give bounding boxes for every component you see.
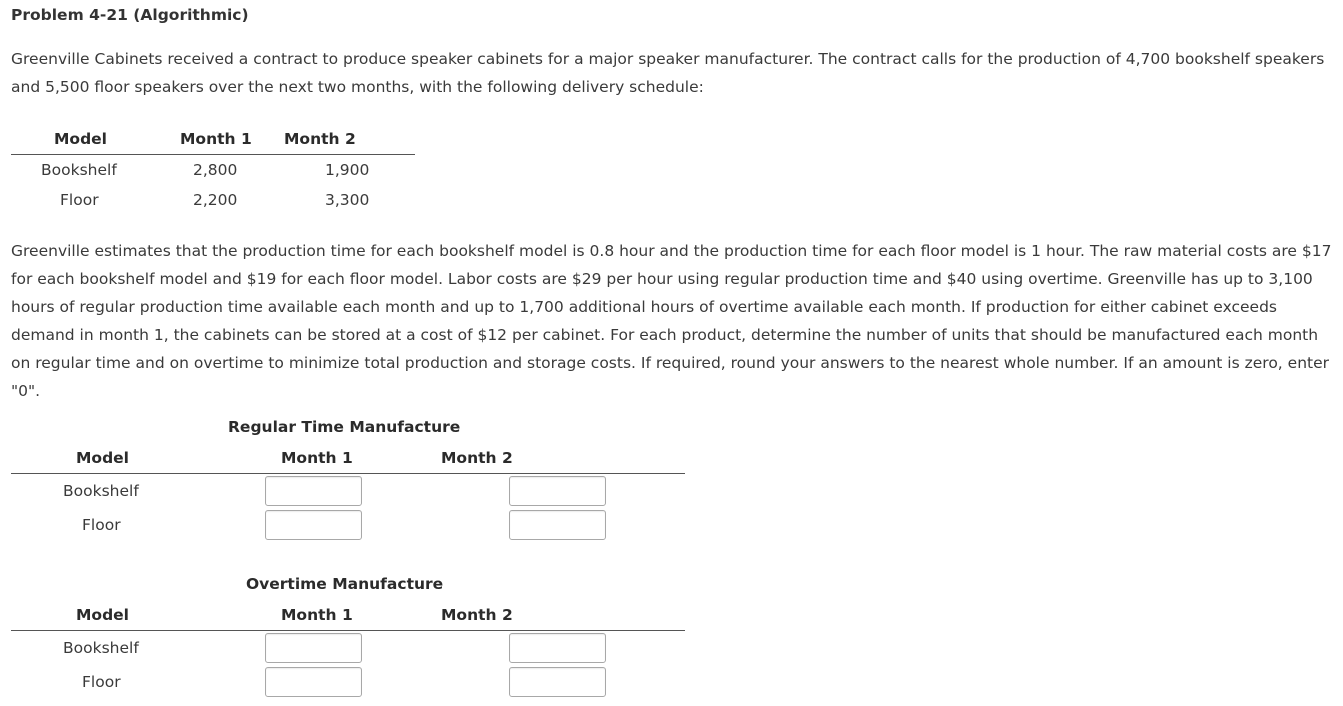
regular-header-model: Model: [76, 449, 129, 467]
schedule-month-1-value: 2,800: [193, 161, 238, 179]
delivery-schedule-table: [11, 126, 415, 215]
problem-intro: Greenville Cabinets received a contract to produce speaker cabinets for a major speaker manufacturer. The contract calls for the production of 4,700 bookshelf speakers and 5,500 floor speakers over the next two months, with the following delivery schedule:: [11, 50, 1325, 96]
schedule-model-label: Bookshelf: [41, 161, 117, 179]
overtime-floor-month-1-input[interactable]: [265, 667, 362, 697]
overtime-model-label: Bookshelf: [63, 639, 139, 657]
problem-details: Greenville estimates that the production time for each bookshelf model is 0.8 hour and the production time for each floor model is 1 hour. The raw material costs are $17 for each bookshelf model and $19 for each floor model. Labor costs are $29 per hour using regular production time and $40 using overtime. Greenville has up to 3,100 hours of regular production time available each month and up to 1,700 additional hours of overtime available each month. If production for either cabinet exceeds demand in month 1, the cabinets can be stored at a cost of $12 per cabinet. For each product, determine the number of units that should be manufactured each month on regular time and on overtime to minimize total production and storage costs. If required, round your answers to the nearest whole number. If an amount is zero, enter "0".: [11, 242, 1332, 400]
regular-floor-month-1-input[interactable]: [265, 510, 362, 540]
overtime-bookshelf-month-2-input[interactable]: [509, 633, 606, 663]
regular-model-label: Bookshelf: [63, 482, 139, 500]
schedule-month-2-value: 3,300: [325, 191, 370, 209]
schedule-row-floor: [11, 185, 415, 215]
overtime-table: [11, 602, 685, 699]
overtime-header-row: [11, 602, 685, 631]
regular-bookshelf-month-1-input[interactable]: [265, 476, 362, 506]
overtime-header-month-1: Month 1: [281, 606, 353, 624]
regular-time-title: Regular Time Manufacture: [228, 418, 461, 436]
overtime-floor-month-2-input[interactable]: [509, 667, 606, 697]
overtime-header-model: Model: [76, 606, 129, 624]
regular-header-month-1: Month 1: [281, 449, 353, 467]
schedule-model-label: Floor: [60, 191, 99, 209]
overtime-row-floor: [11, 665, 685, 699]
regular-header-month-2: Month 2: [441, 449, 513, 467]
schedule-header-model: Model: [54, 130, 107, 148]
schedule-month-1-value: 2,200: [193, 191, 238, 209]
overtime-row-bookshelf: [11, 631, 685, 665]
regular-floor-month-2-input[interactable]: [509, 510, 606, 540]
overtime-header-month-2: Month 2: [441, 606, 513, 624]
regular-bookshelf-month-2-input[interactable]: [509, 476, 606, 506]
schedule-header-month-2: Month 2: [284, 130, 356, 148]
regular-time-table: [11, 445, 685, 542]
regular-row-bookshelf: [11, 474, 685, 508]
schedule-header-month-1: Month 1: [180, 130, 252, 148]
regular-model-label: Floor: [82, 516, 121, 534]
overtime-title: Overtime Manufacture: [246, 575, 444, 593]
regular-row-floor: [11, 508, 685, 542]
overtime-model-label: Floor: [82, 673, 121, 691]
problem-title: Problem 4-21 (Algorithmic): [11, 6, 249, 24]
regular-header-row: [11, 445, 685, 474]
schedule-header-row: [11, 126, 415, 155]
schedule-row-bookshelf: [11, 155, 415, 185]
schedule-month-2-value: 1,900: [325, 161, 370, 179]
overtime-bookshelf-month-1-input[interactable]: [265, 633, 362, 663]
